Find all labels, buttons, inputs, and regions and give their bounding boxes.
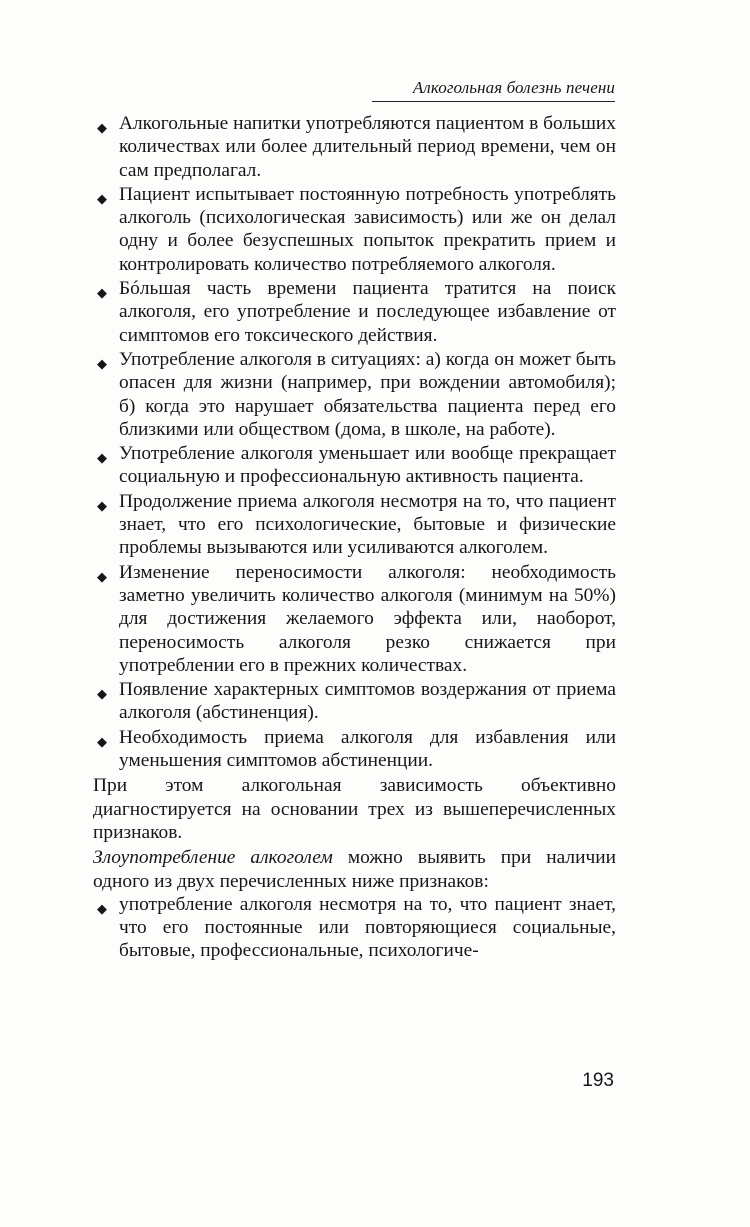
- criterion-text: Изменение переносимости алкоголя: необходимость заметно увеличить количество алкоголя (минимум на 50%) для достижения желаемого эффекта или, наоборот, переносимость алкоголя резко снижается при употреблении его в прежних количествах.: [119, 561, 616, 676]
- criterion-text: Употребление алкоголя в ситуациях: а) когда он может быть опасен для жизни (например, при вождении автомобиля); б) когда это нарушает обязательства пациента перед его близкими или обществом (дома, в школе, на работе).: [119, 348, 616, 440]
- criterion-text: Бóльшая часть времени пациента тратится на поиск алкоголя, его употребление и последующее избавление от симптомов его токсического действия.: [119, 278, 616, 346]
- criterion-text: Продолжение приема алкоголя несмотря на то, что пациент знает, что его психологические, бытовые и физические проблемы вызываются или усиливаются алкоголем.: [119, 490, 616, 559]
- abuse-criterion-item: [93, 893, 616, 963]
- criterion-text: Появление характерных симптомов воздержания от приема алкоголя (абстиненция).: [119, 679, 616, 724]
- criterion-item: [93, 348, 616, 441]
- diamond-bullet-icon: ◆: [97, 497, 107, 513]
- criterion-item: [93, 183, 616, 276]
- diamond-bullet-icon: ◆: [97, 355, 107, 371]
- criterion-item: [93, 112, 616, 182]
- abuse-term: Злоупотребление алкоголем: [93, 847, 333, 869]
- criterion-item: [93, 490, 616, 560]
- running-head: Алкогольная болезнь печени: [412, 78, 615, 97]
- diamond-bullet-icon: ◆: [97, 190, 107, 206]
- diamond-bullet-icon: ◆: [97, 450, 107, 466]
- criterion-text: Пациент испытывает постоянную потребность употреблять алкоголь (психологическая зависимость) или же он делал одну и более безуспешных попыток прекратить прием и контролировать количество потребляемого алкоголя.: [119, 183, 616, 275]
- criterion-item: [93, 277, 616, 347]
- diamond-bullet-icon: ◆: [97, 733, 107, 749]
- page-number: 193: [582, 1070, 614, 1091]
- abuse-paragraph-text: можно выявить при наличии одного из двух перечисленных ниже признаков:: [93, 847, 616, 892]
- criterion-item: [93, 678, 616, 725]
- diagnosis-paragraph: При этом алкогольная зависимость объективно диагностируется на основании трех из вышеперечисленных признаков.: [93, 775, 616, 843]
- criterion-item: [93, 442, 616, 489]
- abuse-criterion-text: употребление алкоголя несмотря на то, что пациент знает, что его постоянные или повторяющиеся социальные, бытовые, профессиональные, психологиче-: [119, 893, 616, 962]
- diamond-bullet-icon: ◆: [97, 568, 107, 584]
- criterion-text: Употребление алкоголя уменьшает или вообще прекращает социальную и профессиональную активность пациента.: [119, 443, 616, 488]
- diamond-bullet-icon: ◆: [97, 686, 107, 702]
- criterion-text: Необходимость приема алкоголя для избавления или уменьшения симптомов абстиненции.: [119, 726, 616, 772]
- abuse-paragraph: [93, 846, 616, 893]
- diamond-bullet-icon: ◆: [97, 285, 107, 301]
- criterion-text: Алкогольные напитки употребляются пациентом в больших количествах или более длительный период времени, чем он сам предполагал.: [119, 113, 616, 181]
- criterion-item: [93, 561, 616, 677]
- header-rule: [372, 101, 615, 102]
- diamond-bullet-icon: ◆: [97, 120, 107, 135]
- page-body: [93, 112, 616, 964]
- criterion-item: [93, 726, 616, 773]
- diamond-bullet-icon: ◆: [97, 900, 107, 916]
